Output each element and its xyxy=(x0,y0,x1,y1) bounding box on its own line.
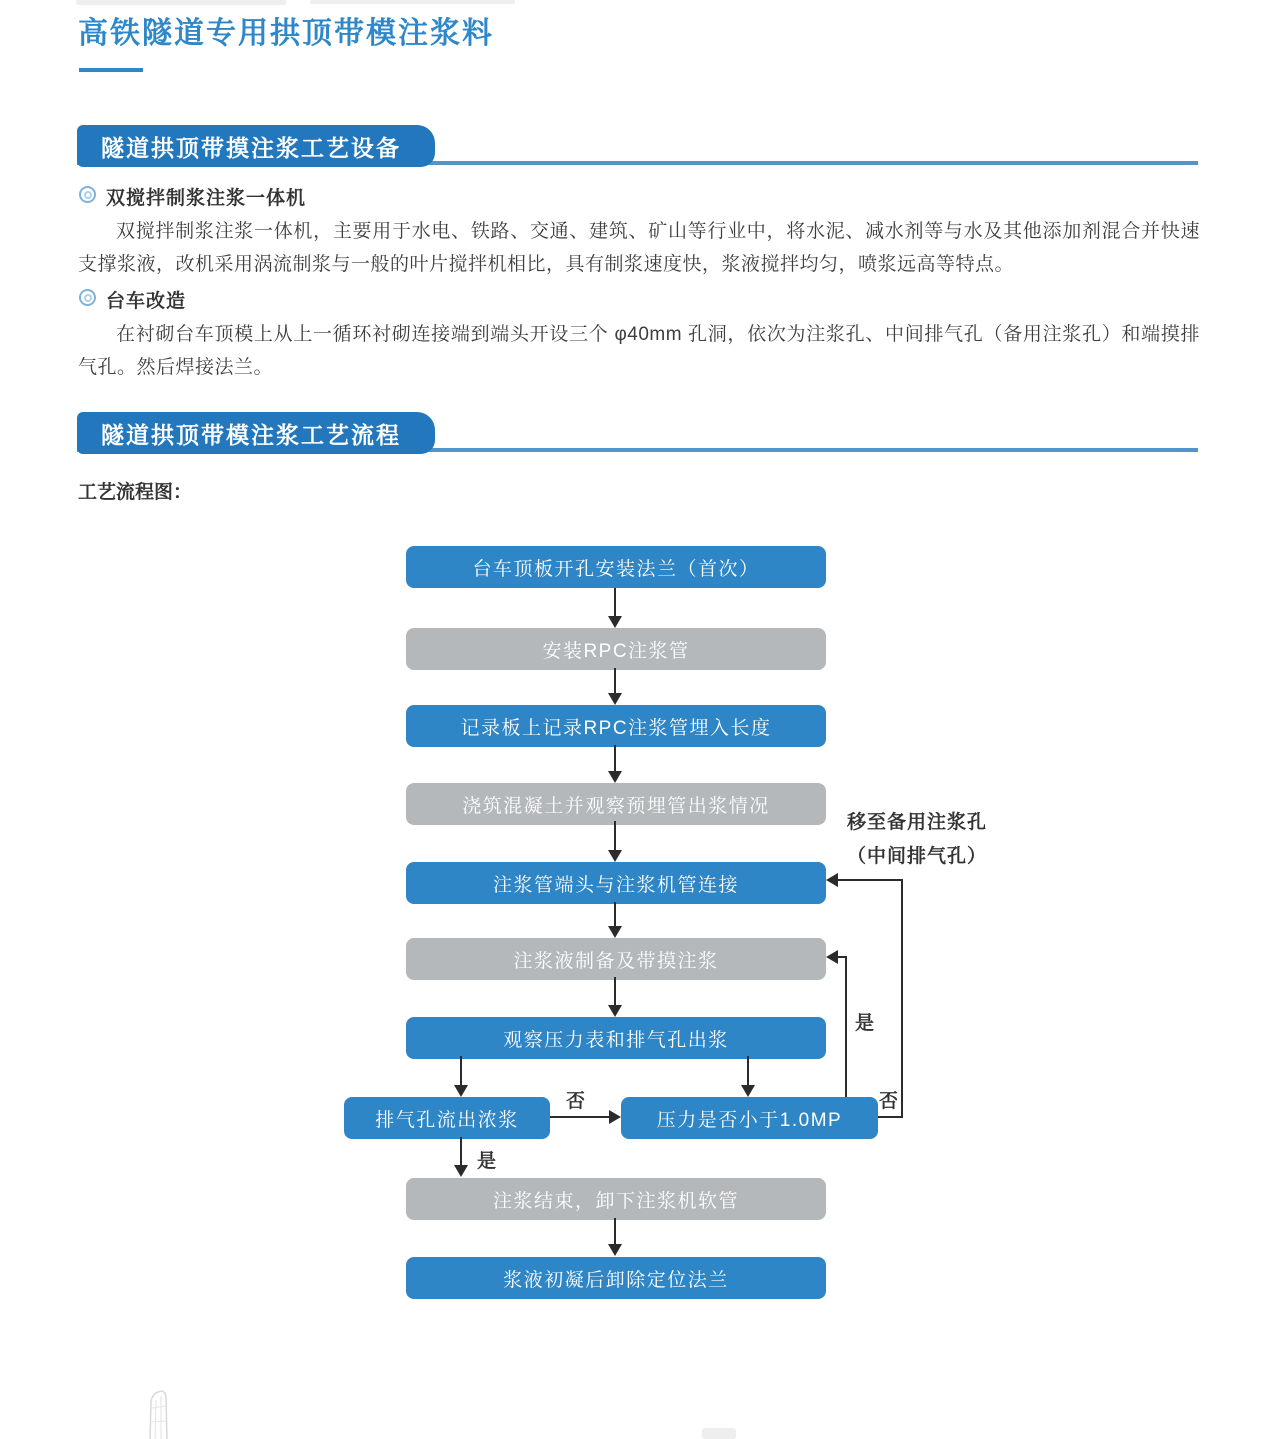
flow-step-pour-concrete: 浇筑混凝土并观察预埋管出浆情况 xyxy=(406,783,826,825)
flow-connector xyxy=(878,1116,903,1118)
loop-label-yes: 是 xyxy=(855,1013,875,1034)
flow-step-observe-gauge: 观察压力表和排气孔出浆 xyxy=(406,1017,826,1059)
arrow-down-icon xyxy=(608,1005,622,1017)
flow-connector xyxy=(845,957,847,1097)
arrow-down-icon xyxy=(608,693,622,705)
arrow-down-icon xyxy=(608,926,622,938)
tower-watermark-sketch xyxy=(136,1388,196,1439)
item-heading-mixer: 双搅拌制浆注浆一体机 xyxy=(106,188,307,209)
loop-label-no: 否 xyxy=(879,1091,899,1112)
arrow-down-icon xyxy=(608,850,622,862)
arrow-left-icon xyxy=(826,873,838,887)
item-body-mixer: 双搅拌制浆注浆一体机，主要用于水电、铁路、交通、建筑、矿山等行业中，将水泥、减水剂等与水及其他添加剂混合并快速支撑浆液，改机采用涡流制浆与一般的叶片搅拌机相比，具有制浆速度快，浆液搅拌均匀，喷浆远高等特点。 xyxy=(78,221,1200,275)
flow-step-vent-thick-grout: 排气孔流出浓浆 xyxy=(344,1097,550,1139)
flow-connector xyxy=(614,745,616,773)
flow-connector xyxy=(838,879,903,881)
section-header-label: 隧道拱顶带模注浆工艺流程 xyxy=(101,421,401,448)
flow-connector xyxy=(550,1116,609,1118)
flowchart-caption: 工艺流程图： xyxy=(78,482,193,503)
page-title: 高铁隧道专用拱顶带模注浆料 xyxy=(78,17,494,50)
flow-step-prepare-grout: 注浆液制备及带摸注浆 xyxy=(406,938,826,980)
flow-connector xyxy=(614,902,616,928)
flow-annotation-line1: 移至备用注浆孔 xyxy=(846,812,987,833)
flow-connector xyxy=(747,1056,749,1087)
arrow-down-icon xyxy=(454,1165,468,1177)
arrow-down-icon xyxy=(608,771,622,783)
flow-step-remove-flange: 浆液初凝后卸除定位法兰 xyxy=(406,1257,826,1299)
section-header-label: 隧道拱顶带摸注浆工艺设备 xyxy=(101,134,401,161)
arrow-down-icon xyxy=(741,1085,755,1097)
decision-label-yes: 是 xyxy=(477,1151,497,1172)
flow-decision-pressure: 压力是否小于1.0MP xyxy=(621,1097,878,1139)
flow-connector xyxy=(901,879,903,1118)
flow-connector xyxy=(614,821,616,852)
arrow-down-icon xyxy=(454,1085,468,1097)
item-heading-trolley: 台车改造 xyxy=(106,291,187,312)
flow-annotation-line2: （中间排气孔） xyxy=(846,846,987,867)
flow-connector xyxy=(614,1218,616,1246)
flow-step-install-flange: 台车顶板开孔安装法兰（首次） xyxy=(406,546,826,588)
flow-connector xyxy=(614,668,616,695)
arrow-right-icon xyxy=(609,1110,621,1124)
flow-step-record-length: 记录板上记录RPC注浆管埋入长度 xyxy=(406,705,826,747)
arrow-left-icon xyxy=(826,950,838,964)
flow-step-connect-pipe: 注浆管端头与注浆机管连接 xyxy=(406,862,826,904)
flow-connector xyxy=(614,588,616,618)
tower-outline-icon xyxy=(136,1388,196,1439)
flow-connector xyxy=(460,1056,462,1087)
flow-annotation xyxy=(828,806,1006,874)
flow-connector xyxy=(838,956,847,958)
flow-connector xyxy=(614,977,616,1007)
arrow-down-icon xyxy=(608,616,622,628)
flow-step-finish-remove-hose: 注浆结束，卸下注浆机软管 xyxy=(406,1178,826,1220)
bottom-remnant xyxy=(702,1428,736,1439)
arrow-down-icon xyxy=(608,1244,622,1256)
flow-connector xyxy=(460,1137,462,1167)
flow-step-install-rpc-pipe: 安装RPC注浆管 xyxy=(406,628,826,670)
decision-label-no: 否 xyxy=(566,1091,586,1112)
item-body-trolley: 在衬砌台车顶模上从上一循环衬砌连接端到端头开设三个 φ40mm 孔洞，依次为注浆孔、中间排气孔（备用注浆孔）和端摸排气孔。然后焊接法兰。 xyxy=(78,324,1200,378)
